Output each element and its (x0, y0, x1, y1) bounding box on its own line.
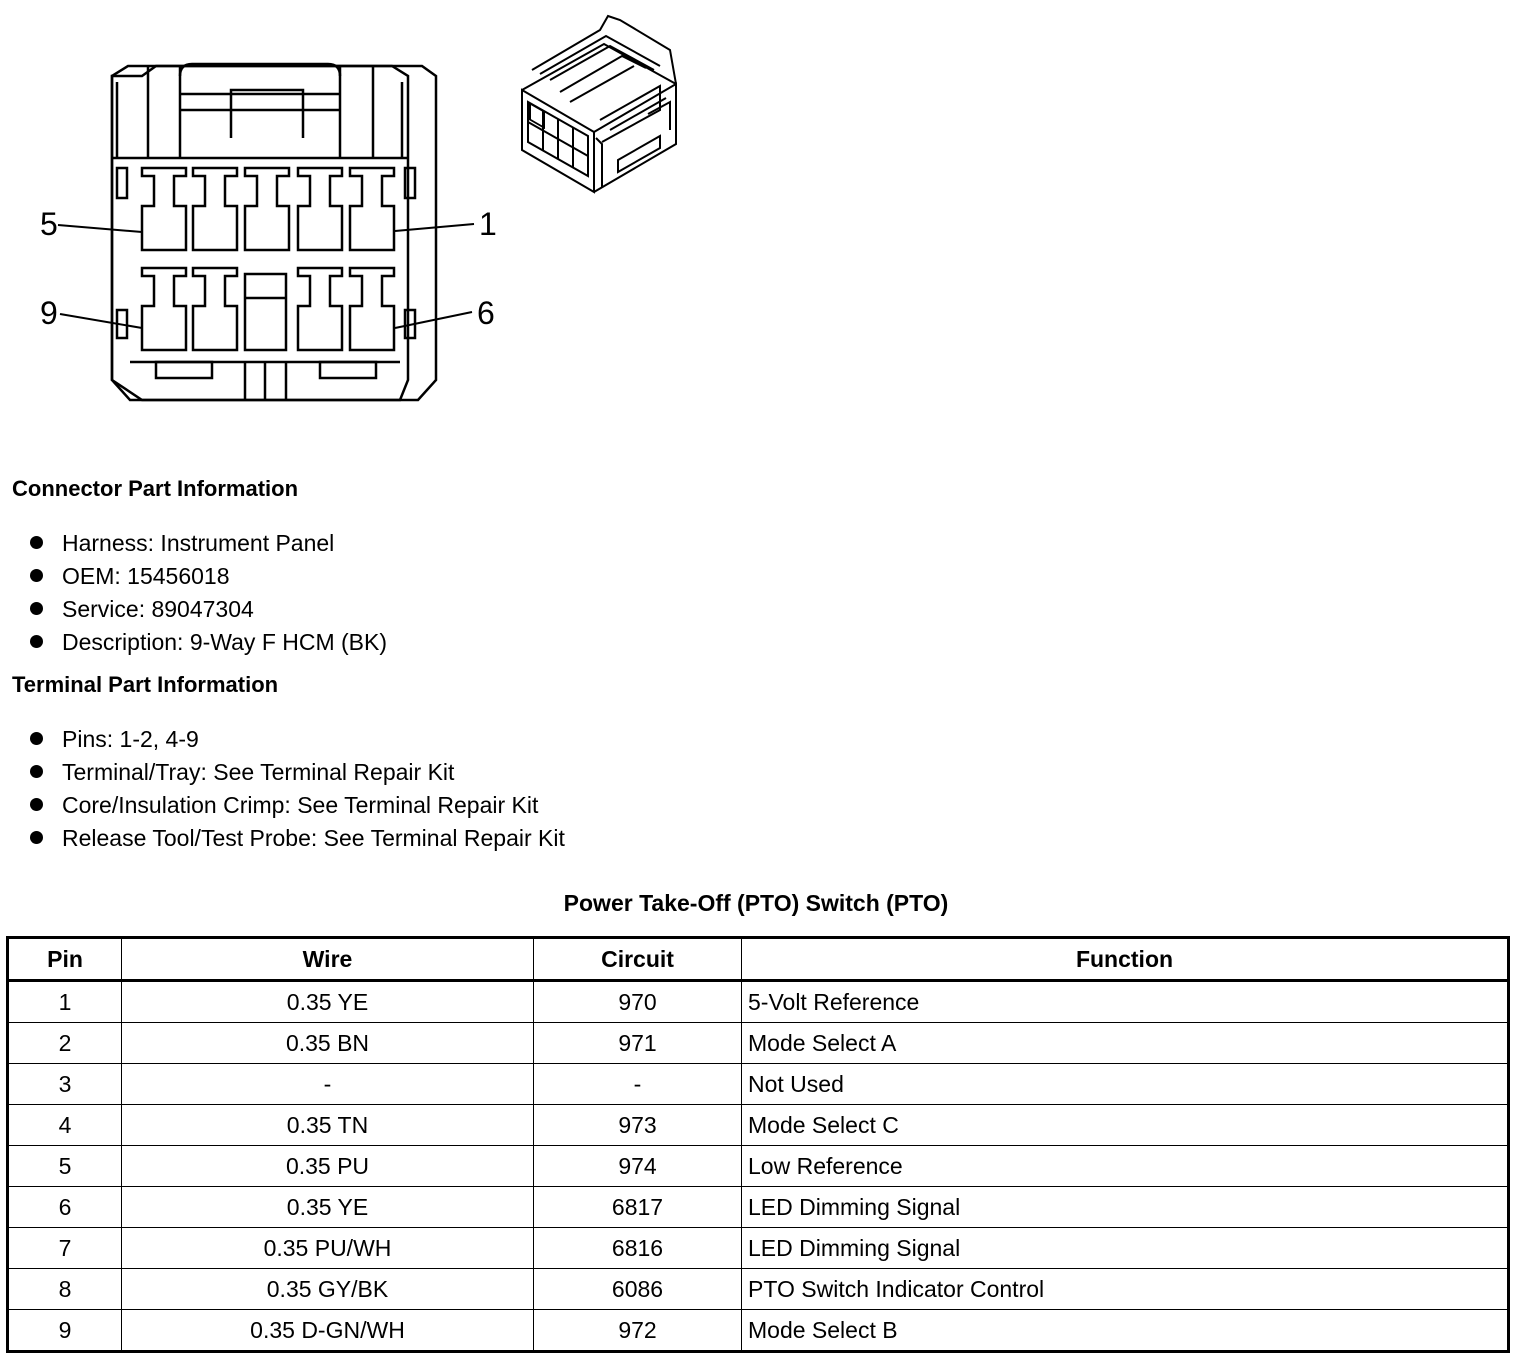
header-circuit: Circuit (534, 938, 742, 981)
cell-function: Mode Select C (742, 1105, 1509, 1146)
table-row (8, 1310, 1509, 1352)
bullet-dot-icon (30, 569, 43, 582)
cell-circuit: 973 (534, 1105, 742, 1146)
cell-function: Not Used (742, 1064, 1509, 1105)
table-row (8, 981, 1509, 1023)
cell-circuit: 6816 (534, 1228, 742, 1269)
table-row (8, 1105, 1509, 1146)
terminal-info-item (30, 723, 565, 756)
cell-pin: 6 (8, 1187, 122, 1228)
cell-pin: 5 (8, 1146, 122, 1187)
cell-circuit: 970 (534, 981, 742, 1023)
connector-info-item (30, 560, 387, 593)
connector-info-item-text: OEM: 15456018 (62, 563, 230, 589)
cell-circuit: 971 (534, 1023, 742, 1064)
cell-circuit: 6817 (534, 1187, 742, 1228)
cell-function: Mode Select B (742, 1310, 1509, 1352)
terminal-info-item-text: Core/Insulation Crimp: See Terminal Repair Kit (62, 792, 539, 818)
cell-wire: - (122, 1064, 534, 1105)
bullet-dot-icon (30, 765, 43, 778)
terminal-info-item (30, 789, 565, 822)
pin-cavity (193, 268, 237, 350)
pin-table (6, 936, 1510, 1353)
cell-wire: 0.35 YE (122, 981, 534, 1023)
cell-pin: 4 (8, 1105, 122, 1146)
cell-pin: 9 (8, 1310, 122, 1352)
bullet-dot-icon (30, 536, 43, 549)
pin-cavity (298, 168, 342, 250)
cell-circuit: - (534, 1064, 742, 1105)
cell-function: Low Reference (742, 1146, 1509, 1187)
cell-circuit: 6086 (534, 1269, 742, 1310)
connector-info-list (30, 527, 387, 659)
cell-circuit: 974 (534, 1146, 742, 1187)
table-row (8, 1228, 1509, 1269)
cell-pin: 2 (8, 1023, 122, 1064)
connector-info-item (30, 527, 387, 560)
connector-info-item (30, 593, 387, 626)
table-row (8, 1064, 1509, 1105)
terminal-info-item-text: Pins: 1-2, 4-9 (62, 726, 199, 752)
pin-cavity (350, 268, 394, 350)
cell-pin: 8 (8, 1269, 122, 1310)
terminal-info-heading: Terminal Part Information (12, 672, 279, 697)
blocked-cavity (245, 274, 286, 350)
cell-pin: 3 (8, 1064, 122, 1105)
cell-wire: 0.35 D-GN/WH (122, 1310, 534, 1352)
terminal-info-item (30, 756, 565, 789)
table-row (8, 1269, 1509, 1310)
bullet-dot-icon (30, 831, 43, 844)
connector-info-item-text: Description: 9-Way F HCM (BK) (62, 629, 388, 655)
cell-function: Mode Select A (742, 1023, 1509, 1064)
terminal-info-item-text: Release Tool/Test Probe: See Terminal Repair Kit (62, 825, 565, 851)
bullet-dot-icon (30, 732, 43, 745)
cell-function: 5-Volt Reference (742, 981, 1509, 1023)
pin-cavity (350, 168, 394, 250)
table-row (8, 1146, 1509, 1187)
table-title: Power Take-Off (PTO) Switch (PTO) (563, 890, 949, 916)
cell-wire: 0.35 GY/BK (122, 1269, 534, 1310)
cell-wire: 0.35 BN (122, 1023, 534, 1064)
connector-info-item-text: Harness: Instrument Panel (62, 530, 335, 556)
header-wire: Wire (122, 938, 534, 981)
bullet-dot-icon (30, 635, 43, 648)
table-header-row (8, 938, 1509, 981)
cell-pin: 1 (8, 981, 122, 1023)
table-row (8, 1187, 1509, 1228)
connector-isometric-sketch (510, 10, 690, 200)
pin-cavity (193, 168, 237, 250)
pin-cavity (245, 168, 289, 250)
terminal-info-item-text: Terminal/Tray: See Terminal Repair Kit (62, 759, 455, 785)
bullet-dot-icon (30, 602, 43, 615)
cell-function: LED Dimming Signal (742, 1228, 1509, 1269)
connector-face-diagram (30, 10, 510, 410)
cell-function: LED Dimming Signal (742, 1187, 1509, 1228)
table-row (8, 1023, 1509, 1064)
connector-info-item-text: Service: 89047304 (62, 596, 254, 622)
bullet-dot-icon (30, 798, 43, 811)
header-pin: Pin (8, 938, 122, 981)
pin-cavity (142, 268, 186, 350)
pin-label-9: 9 (40, 295, 58, 331)
terminal-info-item (30, 822, 565, 855)
cell-wire: 0.35 PU (122, 1146, 534, 1187)
pin-cavity (298, 268, 342, 350)
terminal-info-list (30, 723, 565, 855)
cell-wire: 0.35 YE (122, 1187, 534, 1228)
cell-function: PTO Switch Indicator Control (742, 1269, 1509, 1310)
header-function: Function (742, 938, 1509, 981)
cell-pin: 7 (8, 1228, 122, 1269)
pin-label-6: 6 (477, 295, 495, 331)
pin-label-5: 5 (40, 206, 58, 242)
pin-label-1: 1 (479, 206, 497, 242)
connector-info-item (30, 626, 387, 659)
connector-info-heading: Connector Part Information (12, 476, 299, 501)
cell-wire: 0.35 TN (122, 1105, 534, 1146)
cell-circuit: 972 (534, 1310, 742, 1352)
pin-cavity (142, 168, 186, 250)
cell-wire: 0.35 PU/WH (122, 1228, 534, 1269)
